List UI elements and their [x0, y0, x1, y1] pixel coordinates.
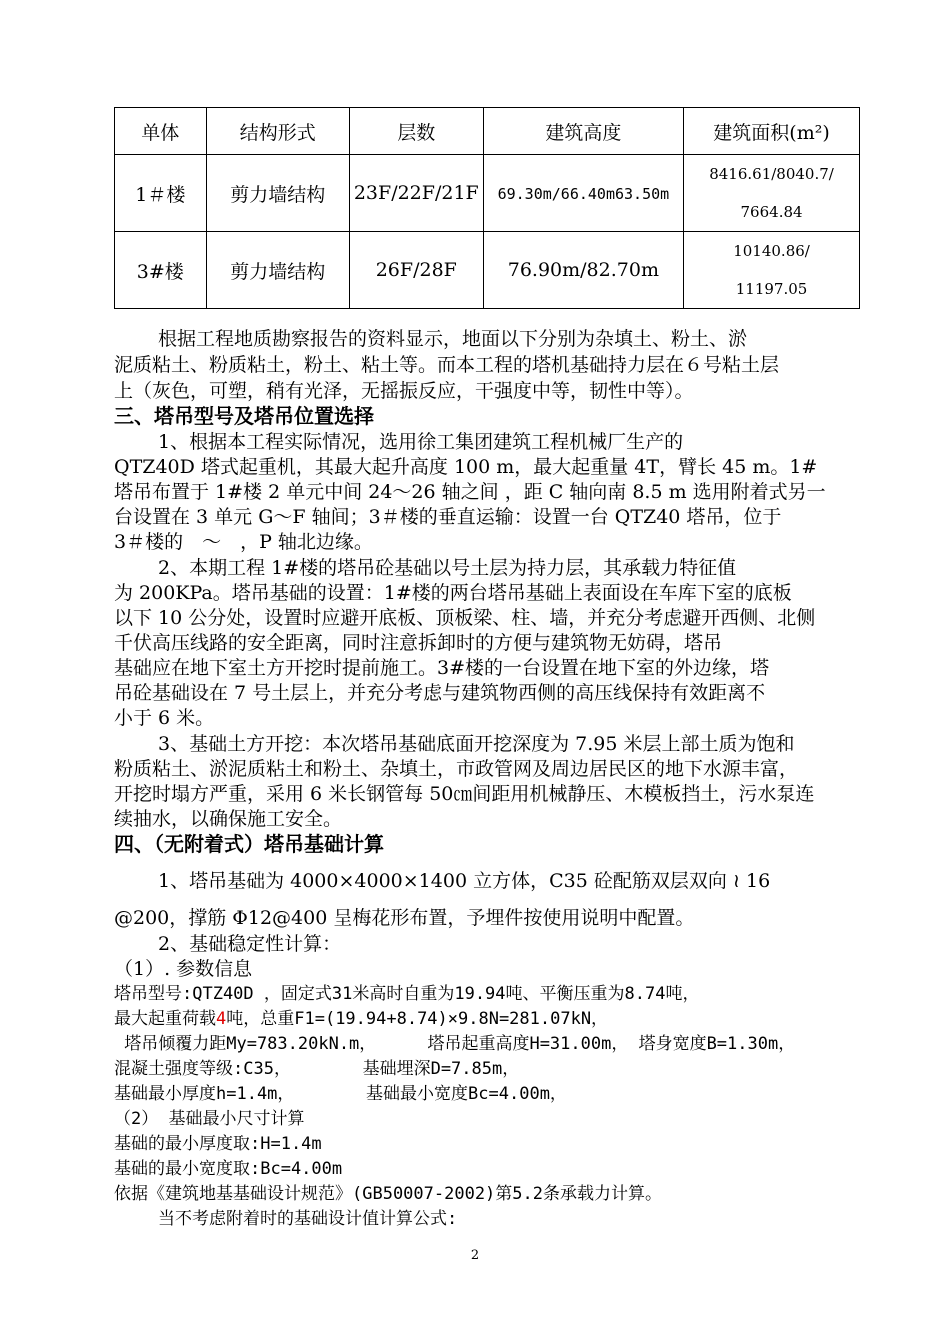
table-header-row: [115, 108, 860, 155]
area-line: 7664.84: [740, 203, 803, 221]
header-cell: 单体: [115, 108, 207, 155]
paragraph-line: 以下 10 公分处，设置时应避开底板、顶板梁、柱、墙，并充分考虑避开西侧、北侧: [114, 607, 816, 629]
paragraph-line: 2、基础稳定性计算：: [158, 933, 342, 955]
paragraph-line: 吊砼基础设在 7 号土层上，并充分考虑与建筑物西侧的高压线保持有效距离不: [114, 682, 766, 704]
paragraph-line: QTZ40D 塔式起重机，其最大起升高度 100 m，最大起重量 4T，臂长 45 m。1#: [114, 456, 818, 478]
paragraph-line: 塔吊布置于 1#楼 2 单元中间 24～26 轴之间 ，距 C 轴向南 8.5 m 选用附着式另一: [114, 481, 826, 503]
page-number: 2: [470, 1248, 480, 1263]
cell-structure: 剪力墙结构: [206, 232, 349, 309]
header-cell: 结构形式: [206, 108, 349, 155]
area-line: 11197.05: [735, 280, 808, 298]
cell-area: [684, 232, 860, 309]
building-table: [114, 107, 860, 309]
area-line: 8416.61/8040.7/: [709, 165, 834, 183]
param-line: 塔吊倾覆力距My=783.20kN.m， 塔吊起重高度H=31.00m， 塔身宽度B=1.30m，: [114, 1034, 796, 1054]
paragraph-line: 上（灰色，可塑，稍有光泽，无摇振反应，干强度中等，韧性中等）。: [114, 380, 694, 402]
paragraph-line: 3、基础土方开挖：本次塔吊基础底面开挖深度为 7.95 米层上部土质为饱和: [158, 733, 795, 755]
paragraph-line: 1、根据本工程实际情况，选用徐工集团建筑工程机械厂生产的: [158, 431, 684, 453]
param-line: [114, 1007, 608, 1031]
cell-structure: 剪力墙结构: [206, 155, 349, 232]
param-line: 基础的最小宽度取:Bc=4.00m: [114, 1159, 343, 1179]
paragraph-line: 为 200KPa。塔吊基础的设置：1#楼的两台塔吊基础上表面设在车库下室的底板: [114, 582, 792, 604]
param-line: 混凝土强度等级:C35， 基础埋深D=7.85m，: [114, 1059, 520, 1079]
paragraph-line: 2、本期工程 1#楼的塔吊砼基础以号土层为持力层，其承载力特征值: [158, 557, 737, 579]
cell-unit: 1＃楼: [115, 155, 207, 232]
paragraph-line: 1、塔吊基础为 4000×4000×1400 立方体，C35 砼配筋双层双向 ≀ 16: [158, 870, 771, 892]
param-text: 吨，总重F1=(19.94+8.74)×9.8N=281.07kN，: [226, 1009, 609, 1029]
paragraph-line: 3＃楼的 ～ ，P 轴北边缘。: [114, 531, 373, 553]
header-cell: 层数: [349, 108, 483, 155]
height-text: 69.30m/66.40m63.50m: [497, 185, 670, 203]
param-highlight: 4: [216, 1009, 227, 1029]
cell-floors: 23F/22F/21F: [349, 155, 483, 232]
cell-unit: 3#楼: [115, 232, 207, 309]
cell-height: 76.90m/82.70m: [483, 232, 683, 309]
param-line: 基础最小厚度h=1.4m， 基础最小宽度Bc=4.00m，: [114, 1084, 567, 1104]
param-text: 最大起重荷载: [114, 1009, 216, 1029]
paragraph-line: 千伏高压线路的安全距离，同时注意拆卸时的方便与建筑物无妨碍，塔吊: [114, 632, 723, 654]
paragraph-line: （1）. 参数信息: [114, 958, 253, 980]
paragraph-line: 小于 6 米。: [114, 707, 215, 729]
param-line: 当不考虑附着时的基础设计值计算公式:: [158, 1209, 458, 1229]
header-cell: 建筑面积(m²): [684, 108, 860, 155]
area-line: 10140.86/: [733, 242, 810, 260]
paragraph-line: 续抽水，以确保施工安全。: [114, 808, 343, 830]
table-row: [115, 232, 860, 309]
cell-area: [684, 155, 860, 232]
section-heading: 四、（无附着式）塔吊基础计算: [114, 832, 384, 856]
table-row: [115, 155, 860, 232]
section-heading: 三、塔吊型号及塔吊位置选择: [114, 404, 374, 428]
param-line: 塔吊型号:QTZ40D ，固定式31米高时自重为19.94吨、平衡压重为8.74吨，: [114, 984, 700, 1004]
paragraph-line: @200，撑筋 Φ12@400 呈梅花形布置，予埋件按使用说明中配置。: [114, 907, 695, 929]
header-cell: 建筑高度: [483, 108, 683, 155]
paragraph-line: 泥质粘土、粉质粘土，粉土、粘土等。而本工程的塔机基础持力层在６号粘土层: [114, 354, 780, 376]
paragraph-line: 台设置在 3 单元 G～F 轴间；3＃楼的垂直运输：设置一台 QTZ40 塔吊，位于: [114, 506, 782, 528]
cell-height: [483, 155, 683, 232]
param-line: 依据《建筑地基基础设计规范》(GB50007-2002)第5.2条承载力计算。: [114, 1184, 662, 1204]
paragraph-line: 开挖时塌方严重，采用 6 米长钢管每 50㎝间距用机械静压、木模板挡土，污水泵连: [114, 783, 815, 805]
cell-floors: 26F/28F: [349, 232, 483, 309]
param-line: 基础的最小厚度取:H=1.4m: [114, 1134, 322, 1154]
param-line: （2） 基础最小尺寸计算: [114, 1109, 305, 1129]
paragraph-line: 粉质粘土、淤泥质粘土和粉土、杂填土，市政管网及周边居民区的地下水源丰富，: [114, 758, 799, 780]
paragraph-line: 根据工程地质勘察报告的资料显示，地面以下分别为杂填土、粉土、淤: [158, 328, 748, 350]
paragraph-line: 基础应在地下室土方开挖时提前施工。3#楼的一台设置在地下室的外边缘，塔: [114, 657, 770, 679]
